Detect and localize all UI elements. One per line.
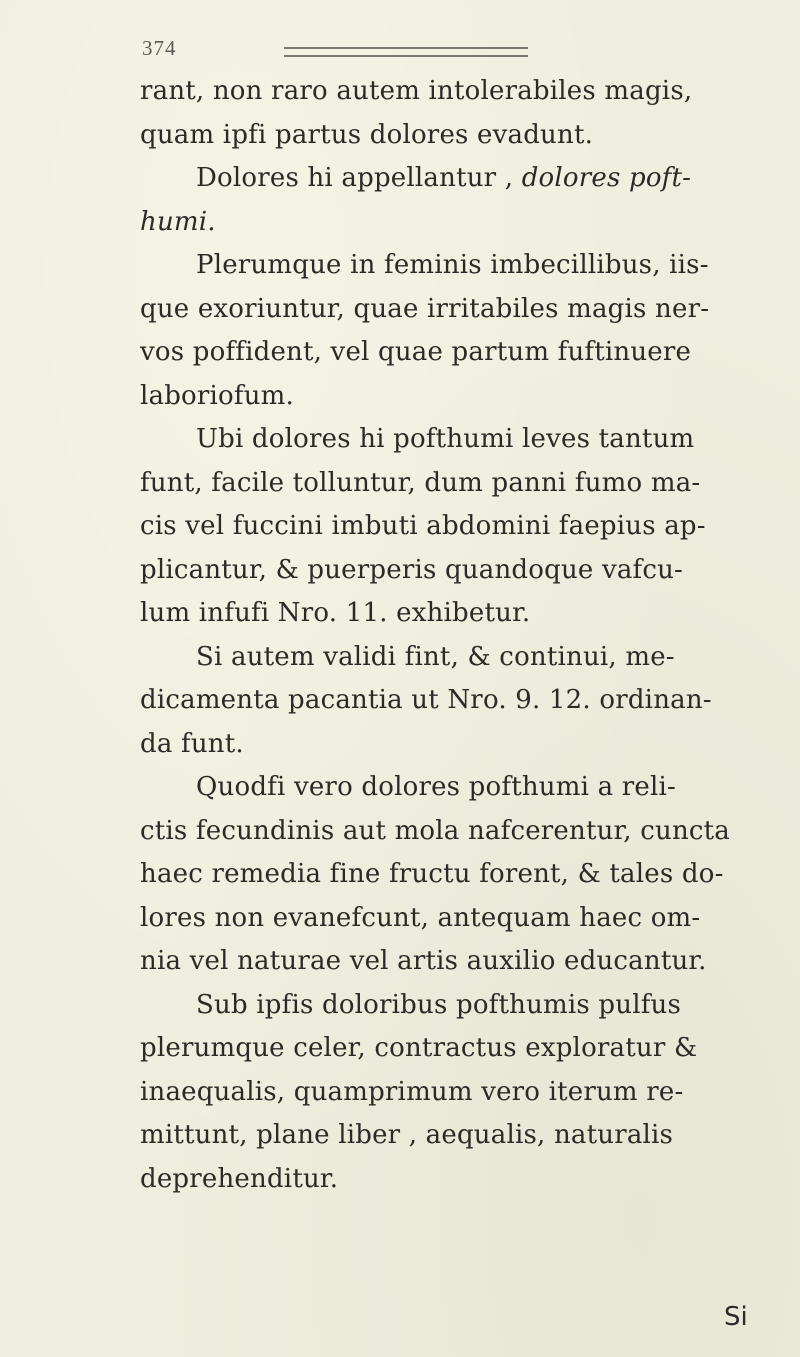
text-line-18: ctis fecundinis aut mola nafcerentur, cuncta: [140, 815, 731, 846]
text-line-8: laboriofum.: [140, 380, 294, 411]
text-line-10: funt, facile tolluntur, dum panni fumo ma-: [140, 467, 701, 498]
text-line-26: deprehenditur.: [140, 1163, 339, 1194]
text-line-15: dicamenta pacantia ut Nro. 9. 12. ordinan-: [140, 685, 712, 715]
text-line-7: vos poffident, vel quae partum fuftinuere: [140, 337, 692, 367]
text-line-9: Ubi dolores hi pofthumi leves tantum: [196, 424, 695, 454]
catchword: Si: [724, 1302, 748, 1332]
text-line-5: Plerumque in feminis imbecillibus, iis-: [196, 250, 709, 280]
text-line-6: que exoriuntur, quae irritabiles magis ner-: [140, 293, 710, 324]
text-line-3-roman: Dolores hi appellantur ,: [196, 163, 522, 193]
page-number: 374: [142, 36, 177, 60]
running-header: [142, 36, 542, 66]
text-line-19: haec remedia fine fructu forent, & tales do-: [140, 859, 724, 889]
text-line-25: mittunt, plane liber , aequalis, naturalis: [140, 1120, 674, 1150]
text-line-23: plerumque celer, contractus exploratur &: [140, 1033, 698, 1063]
text-line-12: plicantur, & puerperis quandoque vafcu-: [140, 554, 684, 585]
text-line-16: da funt.: [140, 728, 244, 759]
text-line-4-italic: humi.: [140, 206, 216, 237]
text-line-14: Si autem validi fint, & continui, me-: [196, 641, 675, 672]
text-line-13: lum infufi Nro. 11. exhibetur.: [140, 598, 531, 628]
text-line-3: [196, 161, 691, 195]
text-line-1: rant, non raro autem intolerabiles magis,: [140, 76, 693, 106]
header-rule: [284, 47, 528, 57]
text-line-17: Quodfi vero dolores pofthumi a reli-: [196, 772, 676, 802]
text-line-2: quam ipfi partus dolores evadunt.: [140, 119, 594, 150]
text-line-11: cis vel fuccini imbuti abdomini faepius ap-: [140, 511, 706, 541]
text-line-21: nia vel naturae vel artis auxilio educantur.: [140, 946, 707, 976]
italic-term: dolores poft-: [521, 163, 692, 193]
text-line-4: [140, 205, 216, 239]
text-line-24: inaequalis, quamprimum vero iterum re-: [140, 1076, 684, 1107]
text-line-20: lores non evanefcunt, antequam haec om-: [140, 902, 701, 933]
text-line-22: Sub ipfis doloribus pofthumis pulfus: [196, 989, 682, 1020]
